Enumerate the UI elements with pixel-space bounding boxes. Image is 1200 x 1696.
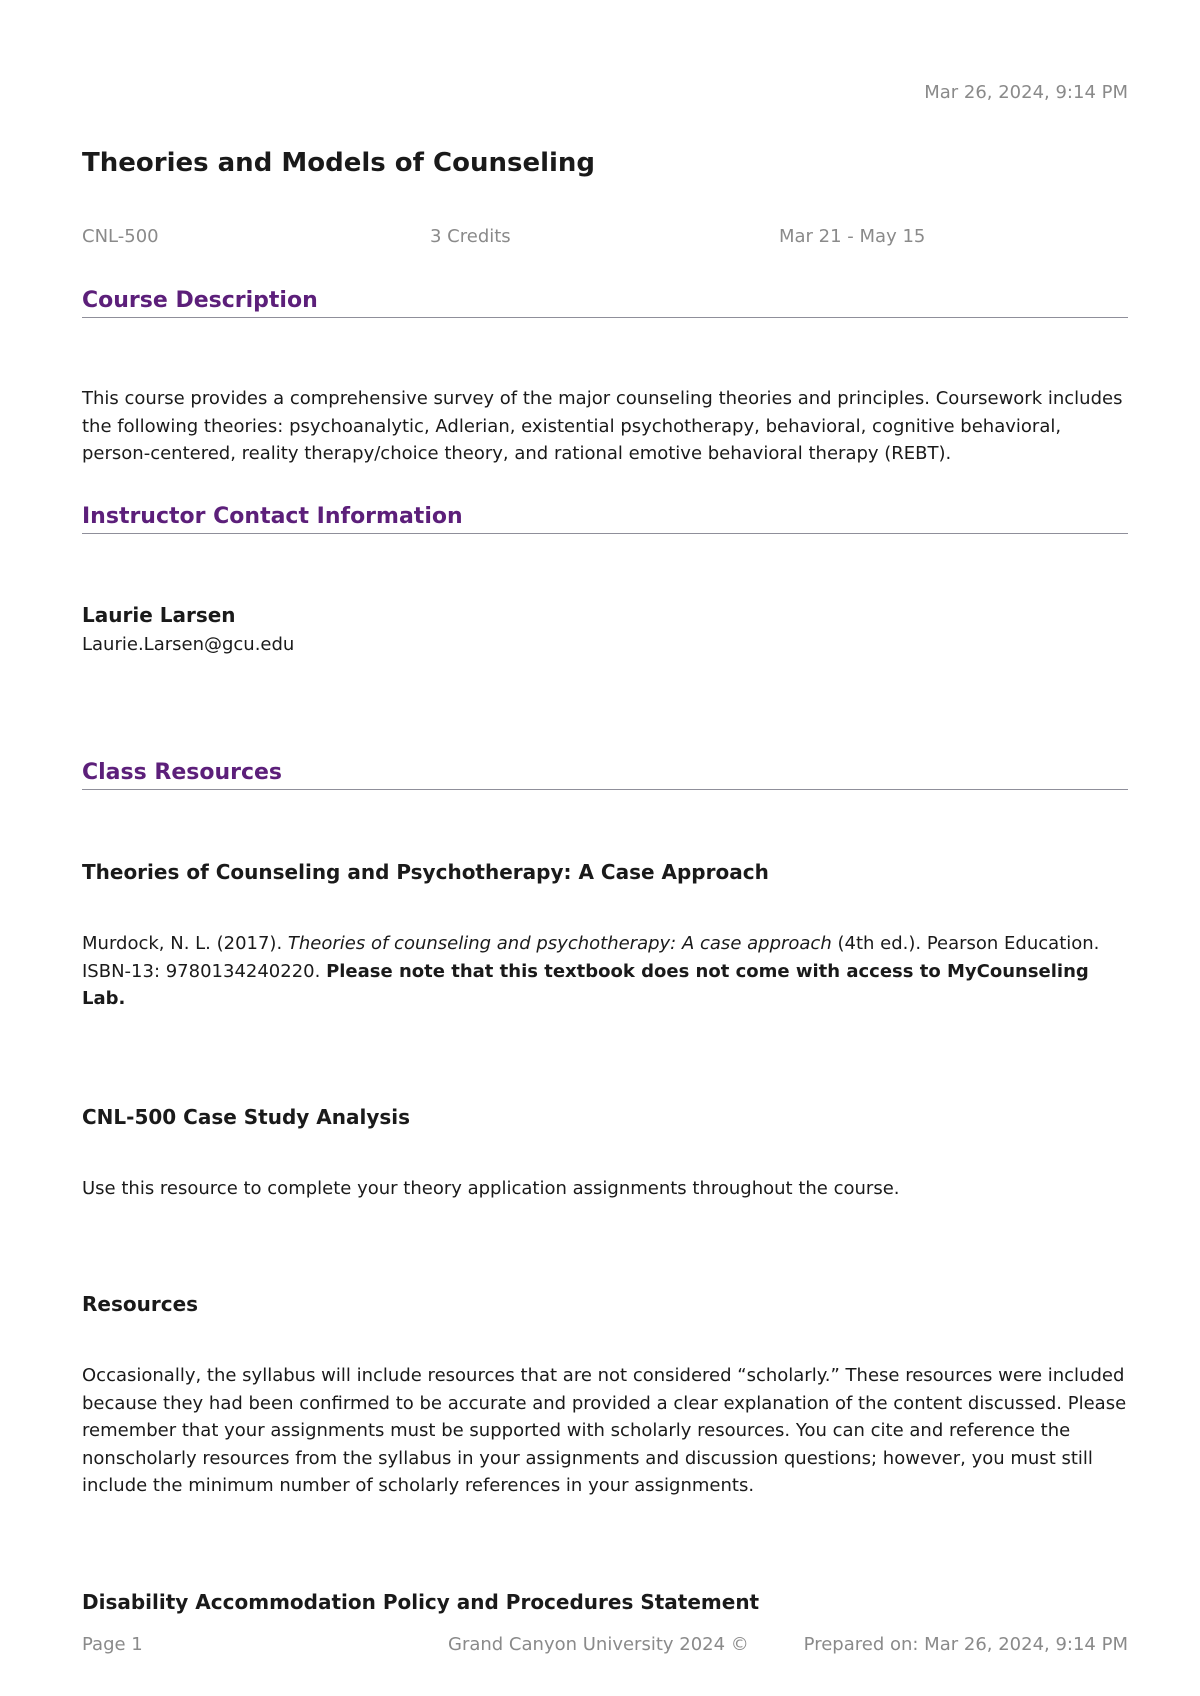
case-study-text: Use this resource to complete your theory application assignments throughout the course. bbox=[82, 1178, 900, 1199]
course-description-heading: Course Description bbox=[82, 288, 1128, 318]
course-code: CNL-500 bbox=[82, 226, 159, 247]
instructor-name: Laurie Larsen bbox=[82, 603, 236, 627]
disability-policy-title: Disability Accommodation Policy and Procedures Statement bbox=[82, 1590, 760, 1614]
textbook-title: Theories of Counseling and Psychotherapy: A Case Approach bbox=[82, 860, 769, 884]
citation-book-title: Theories of counseling and psychotherapy: A case approach bbox=[287, 933, 832, 954]
course-title: Theories and Models of Counseling bbox=[82, 148, 596, 178]
course-description-text: This course provides a comprehensive survey of the major counseling theories and principles. Coursework includes the following theories: psychoanalytic, Adlerian, existential psychotherapy, behavioral, cognitive behavioral, person-centered, reality therapy/choice theory, and rational emotive behavioral therapy (REBT). bbox=[82, 388, 1123, 464]
instructor-email[interactable]: Laurie.Larsen@gcu.edu bbox=[82, 634, 295, 655]
course-credits: 3 Credits bbox=[430, 226, 511, 247]
citation-author: Murdock, N. L. (2017). bbox=[82, 933, 288, 954]
instructor-heading: Instructor Contact Information bbox=[82, 504, 1128, 534]
textbook-access-note: Please note that this textbook does not come with access to MyCounseling Lab. bbox=[82, 960, 1089, 1009]
citation-details: (4th ed.). Pearson Education. ISBN-13: 9780134240220. bbox=[82, 933, 1100, 982]
footer-page-number: Page 1 bbox=[82, 1634, 143, 1655]
case-study-title: CNL-500 Case Study Analysis bbox=[82, 1105, 411, 1129]
footer-prepared-date: Prepared on: Mar 26, 2024, 9:14 PM bbox=[803, 1634, 1128, 1655]
footer-copyright: Grand Canyon University 2024 © bbox=[448, 1634, 749, 1655]
print-timestamp: Mar 26, 2024, 9:14 PM bbox=[924, 82, 1128, 103]
class-resources-heading: Class Resources bbox=[82, 760, 1128, 790]
syllabus-page bbox=[82, 0, 1128, 1696]
resources-text: Occasionally, the syllabus will include resources that are not considered “scholarly.” These resources were included because they had been confirmed to be accurate and provided a clear explanation of the content discussed. Please remember that your assignments must be supported with scholarly resources. You can cite and reference the nonscholarly resources from the syllabus in your assignments and discussion questions; however, you must still include the minimum number of scholarly references in your assignments. bbox=[82, 1365, 1127, 1496]
textbook-citation bbox=[82, 930, 1128, 1013]
course-dates: Mar 21 - May 15 bbox=[779, 226, 926, 247]
resources-title: Resources bbox=[82, 1292, 199, 1316]
